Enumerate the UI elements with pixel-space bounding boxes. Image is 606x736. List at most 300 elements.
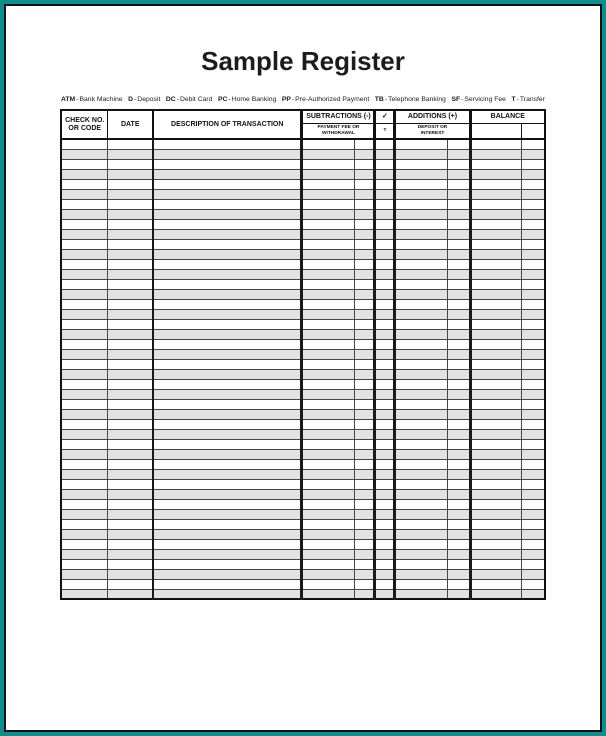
register-cell [395, 279, 448, 289]
register-row [61, 219, 545, 229]
register-row [61, 439, 545, 449]
register-cell [375, 229, 395, 239]
register-table [60, 109, 546, 600]
register-cell [302, 209, 355, 219]
register-cell [521, 479, 545, 489]
register-cell [375, 499, 395, 509]
register-cell [375, 309, 395, 319]
register-row [61, 229, 545, 239]
register-cell [395, 159, 448, 169]
register-row [61, 499, 545, 509]
register-cell [395, 389, 448, 399]
register-cell [395, 339, 448, 349]
register-cell [108, 259, 153, 269]
register-cell [448, 349, 470, 359]
register-cell [61, 199, 108, 209]
register-cell [61, 509, 108, 519]
register-cell [61, 269, 108, 279]
register-row [61, 279, 545, 289]
register-row [61, 289, 545, 299]
register-cell [355, 269, 375, 279]
register-cell [61, 489, 108, 499]
register-cell [470, 389, 521, 399]
register-cell [395, 409, 448, 419]
register-cell [302, 539, 355, 549]
register-cell [355, 579, 375, 589]
register-cell [108, 359, 153, 369]
register-cell [61, 239, 108, 249]
register-cell [395, 549, 448, 559]
register-cell [153, 199, 302, 209]
legend-separator: - [176, 96, 179, 103]
register-cell [448, 399, 470, 409]
register-cell [153, 159, 302, 169]
header-description: DESCRIPTION OF TRANSACTION [153, 110, 302, 139]
register-cell [395, 329, 448, 339]
register-cell [375, 329, 395, 339]
register-cell [521, 279, 545, 289]
register-cell [521, 189, 545, 199]
legend-label: Bank Machine [79, 96, 123, 103]
register-cell [153, 589, 302, 599]
register-cell [108, 319, 153, 329]
register-cell [395, 199, 448, 209]
header-transfer-code: T [375, 123, 395, 139]
register-cell [302, 519, 355, 529]
register-cell [153, 319, 302, 329]
register-row [61, 169, 545, 179]
register-cell [61, 169, 108, 179]
register-cell [395, 149, 448, 159]
register-cell [395, 259, 448, 269]
register-cell [108, 469, 153, 479]
register-cell [448, 589, 470, 599]
register-cell [470, 499, 521, 509]
register-cell [448, 259, 470, 269]
register-row [61, 269, 545, 279]
register-cell [153, 429, 302, 439]
register-cell [521, 139, 545, 149]
register-cell [355, 489, 375, 499]
register-row [61, 539, 545, 549]
register-cell [521, 409, 545, 419]
register-cell [108, 299, 153, 309]
register-row [61, 479, 545, 489]
register-cell [61, 589, 108, 599]
register-cell [470, 189, 521, 199]
register-cell [153, 419, 302, 429]
register-cell [448, 379, 470, 389]
register-cell [108, 399, 153, 409]
register-cell [470, 569, 521, 579]
register-cell [470, 179, 521, 189]
register-cell [470, 199, 521, 209]
register-cell [470, 539, 521, 549]
register-cell [61, 529, 108, 539]
register-cell [302, 579, 355, 589]
register-cell [355, 179, 375, 189]
register-cell [375, 279, 395, 289]
register-row [61, 449, 545, 459]
register-cell [448, 449, 470, 459]
page-inner-frame [4, 4, 602, 732]
register-row [61, 409, 545, 419]
register-cell [521, 469, 545, 479]
register-cell [375, 289, 395, 299]
register-cell [470, 529, 521, 539]
register-cell [153, 489, 302, 499]
register-cell [61, 479, 108, 489]
register-cell [375, 439, 395, 449]
register-cell [395, 239, 448, 249]
register-cell [521, 149, 545, 159]
register-row [61, 209, 545, 219]
register-cell [108, 549, 153, 559]
register-cell [448, 529, 470, 539]
register-cell [153, 399, 302, 409]
register-cell [355, 479, 375, 489]
register-cell [470, 369, 521, 379]
register-cell [153, 239, 302, 249]
register-cell [448, 289, 470, 299]
register-cell [448, 359, 470, 369]
register-row [61, 579, 545, 589]
register-cell [395, 369, 448, 379]
register-cell [355, 519, 375, 529]
register-cell [302, 199, 355, 209]
register-cell [61, 189, 108, 199]
register-cell [521, 239, 545, 249]
legend-item: PC-Home Banking [217, 96, 277, 103]
register-cell [470, 509, 521, 519]
register-cell [61, 179, 108, 189]
register-cell [153, 209, 302, 219]
legend-separator: - [291, 96, 295, 103]
legend-item: PP-Pre-Authorized Payment [281, 96, 370, 103]
register-cell [470, 159, 521, 169]
register-cell [448, 219, 470, 229]
legend-label: Transfer [519, 96, 545, 103]
register-cell [395, 139, 448, 149]
register-cell [355, 259, 375, 269]
register-cell [153, 379, 302, 389]
register-cell [153, 569, 302, 579]
register-cell [395, 229, 448, 239]
register-cell [108, 349, 153, 359]
register-cell [375, 589, 395, 599]
register-row [61, 389, 545, 399]
register-cell [153, 139, 302, 149]
register-cell [395, 499, 448, 509]
register-row [61, 379, 545, 389]
register-cell [153, 559, 302, 569]
register-cell [61, 159, 108, 169]
register-cell [108, 439, 153, 449]
register-cell [395, 269, 448, 279]
register-cell [470, 139, 521, 149]
register-cell [395, 379, 448, 389]
register-cell [61, 249, 108, 259]
register-cell [355, 569, 375, 579]
register-cell [521, 509, 545, 519]
register-cell [470, 289, 521, 299]
register-cell [355, 149, 375, 159]
register-cell [302, 329, 355, 339]
register-cell [153, 299, 302, 309]
legend-label: Home Banking [231, 96, 277, 103]
transaction-code-legend [61, 96, 545, 103]
register-cell [302, 489, 355, 499]
register-cell [470, 349, 521, 359]
register-cell [470, 229, 521, 239]
register-cell [153, 459, 302, 469]
register-cell [521, 349, 545, 359]
register-cell [470, 469, 521, 479]
register-cell [61, 229, 108, 239]
register-cell [355, 359, 375, 369]
header-balance-dollars-cell [470, 123, 521, 139]
register-cell [375, 259, 395, 269]
register-cell [448, 469, 470, 479]
register-cell [521, 419, 545, 429]
register-cell [470, 429, 521, 439]
legend-item: TB-Telephone Banking [374, 96, 446, 103]
register-cell [108, 519, 153, 529]
register-cell [470, 219, 521, 229]
register-cell [302, 439, 355, 449]
header-additions: ADDITIONS (+) [395, 110, 470, 123]
register-cell [448, 569, 470, 579]
register-cell [302, 449, 355, 459]
register-cell [395, 559, 448, 569]
register-cell [355, 459, 375, 469]
register-cell [302, 399, 355, 409]
register-row [61, 549, 545, 559]
register-cell [521, 219, 545, 229]
register-cell [61, 339, 108, 349]
register-cell [153, 389, 302, 399]
register-cell [108, 189, 153, 199]
register-row [61, 189, 545, 199]
register-cell [448, 479, 470, 489]
register-cell [395, 209, 448, 219]
register-cell [395, 479, 448, 489]
register-cell [153, 269, 302, 279]
register-cell [448, 369, 470, 379]
register-cell [153, 279, 302, 289]
register-cell [375, 339, 395, 349]
register-row [61, 139, 545, 149]
header-additions-subtitle: DEPOSIT OR INTEREST [395, 123, 470, 139]
register-cell [302, 319, 355, 329]
legend-label: Deposit [137, 96, 161, 103]
legend-label: Telephone Banking [388, 96, 446, 103]
register-cell [355, 499, 375, 509]
register-cell [108, 389, 153, 399]
register-row [61, 319, 545, 329]
register-cell [302, 469, 355, 479]
register-cell [375, 369, 395, 379]
register-cell [108, 279, 153, 289]
register-cell [448, 329, 470, 339]
register-cell [448, 319, 470, 329]
register-cell [302, 349, 355, 359]
register-cell [470, 409, 521, 419]
register-cell [302, 569, 355, 579]
register-cell [355, 239, 375, 249]
register-cell [521, 459, 545, 469]
register-cell [448, 149, 470, 159]
register-cell [375, 189, 395, 199]
register-cell [61, 369, 108, 379]
register-cell [153, 439, 302, 449]
legend-separator: - [461, 96, 464, 103]
legend-label: Debit Card [179, 96, 213, 103]
register-cell [448, 189, 470, 199]
register-cell [355, 299, 375, 309]
register-cell [395, 289, 448, 299]
register-cell [448, 169, 470, 179]
register-cell [302, 259, 355, 269]
legend-item: T-Transfer [511, 96, 545, 103]
register-cell [108, 249, 153, 259]
register-cell [355, 329, 375, 339]
register-cell [355, 429, 375, 439]
register-cell [108, 239, 153, 249]
register-cell [448, 249, 470, 259]
register-cell [470, 299, 521, 309]
register-cell [153, 509, 302, 519]
register-cell [395, 399, 448, 409]
register-cell [448, 509, 470, 519]
register-cell [395, 189, 448, 199]
register-cell [355, 199, 375, 209]
register-cell [108, 309, 153, 319]
legend-separator: - [228, 96, 231, 103]
register-cell [355, 189, 375, 199]
legend-label: Pre-Authorized Payment [295, 96, 370, 103]
register-cell [470, 149, 521, 159]
register-cell [375, 489, 395, 499]
register-cell [375, 469, 395, 479]
register-cell [355, 449, 375, 459]
register-cell [302, 549, 355, 559]
register-row [61, 459, 545, 469]
register-cell [375, 579, 395, 589]
register-cell [448, 209, 470, 219]
header-subtractions-subtitle: PAYMENT FEE OR WITHDRAWAL [302, 123, 375, 139]
header-subtractions: SUBTRACTIONS (-) [302, 110, 375, 123]
register-cell [108, 509, 153, 519]
register-cell [395, 579, 448, 589]
register-cell [355, 349, 375, 359]
register-cell [61, 439, 108, 449]
register-cell [61, 559, 108, 569]
register-cell [521, 199, 545, 209]
register-cell [108, 269, 153, 279]
register-row [61, 529, 545, 539]
register-cell [395, 299, 448, 309]
legend-item: ATM-Bank Machine [61, 96, 123, 103]
register-cell [395, 349, 448, 359]
register-row [61, 179, 545, 189]
register-cell [355, 279, 375, 289]
register-cell [302, 359, 355, 369]
register-row [61, 429, 545, 439]
register-cell [108, 429, 153, 439]
register-table-header [61, 110, 545, 139]
register-row [61, 299, 545, 309]
register-cell [375, 539, 395, 549]
register-cell [375, 479, 395, 489]
register-cell [302, 509, 355, 519]
register-cell [153, 169, 302, 179]
register-cell [470, 339, 521, 349]
register-cell [108, 409, 153, 419]
register-cell [108, 209, 153, 219]
register-cell [470, 269, 521, 279]
register-cell [375, 559, 395, 569]
register-cell [521, 489, 545, 499]
register-cell [302, 369, 355, 379]
register-cell [521, 249, 545, 259]
register-cell [355, 369, 375, 379]
page-title: Sample Register [201, 46, 405, 76]
register-cell [521, 519, 545, 529]
register-cell [470, 449, 521, 459]
register-cell [108, 199, 153, 209]
register-cell [355, 159, 375, 169]
register-row [61, 239, 545, 249]
register-cell [302, 189, 355, 199]
register-row [61, 199, 545, 209]
register-cell [395, 469, 448, 479]
register-cell [108, 579, 153, 589]
register-cell [61, 279, 108, 289]
register-cell [302, 279, 355, 289]
legend-item: SF-Servicing Fee [451, 96, 506, 103]
legend-separator: - [134, 96, 137, 103]
register-cell [521, 539, 545, 549]
register-cell [302, 429, 355, 439]
register-cell [61, 519, 108, 529]
legend-separator: - [516, 96, 519, 103]
register-cell [521, 209, 545, 219]
register-cell [355, 249, 375, 259]
register-cell [61, 399, 108, 409]
register-cell [375, 179, 395, 189]
register-cell [448, 539, 470, 549]
header-date: DATE [108, 110, 153, 139]
register-cell [302, 559, 355, 569]
register-cell [395, 169, 448, 179]
register-cell [448, 299, 470, 309]
register-cell [108, 419, 153, 429]
register-cell [355, 289, 375, 299]
legend-separator: - [76, 96, 79, 103]
register-row [61, 349, 545, 359]
register-cell [61, 319, 108, 329]
register-cell [153, 469, 302, 479]
register-cell [61, 379, 108, 389]
register-cell [521, 259, 545, 269]
register-cell [61, 579, 108, 589]
register-row [61, 329, 545, 339]
register-cell [395, 419, 448, 429]
register-cell [375, 419, 395, 429]
register-cell [108, 479, 153, 489]
register-cell [61, 149, 108, 159]
